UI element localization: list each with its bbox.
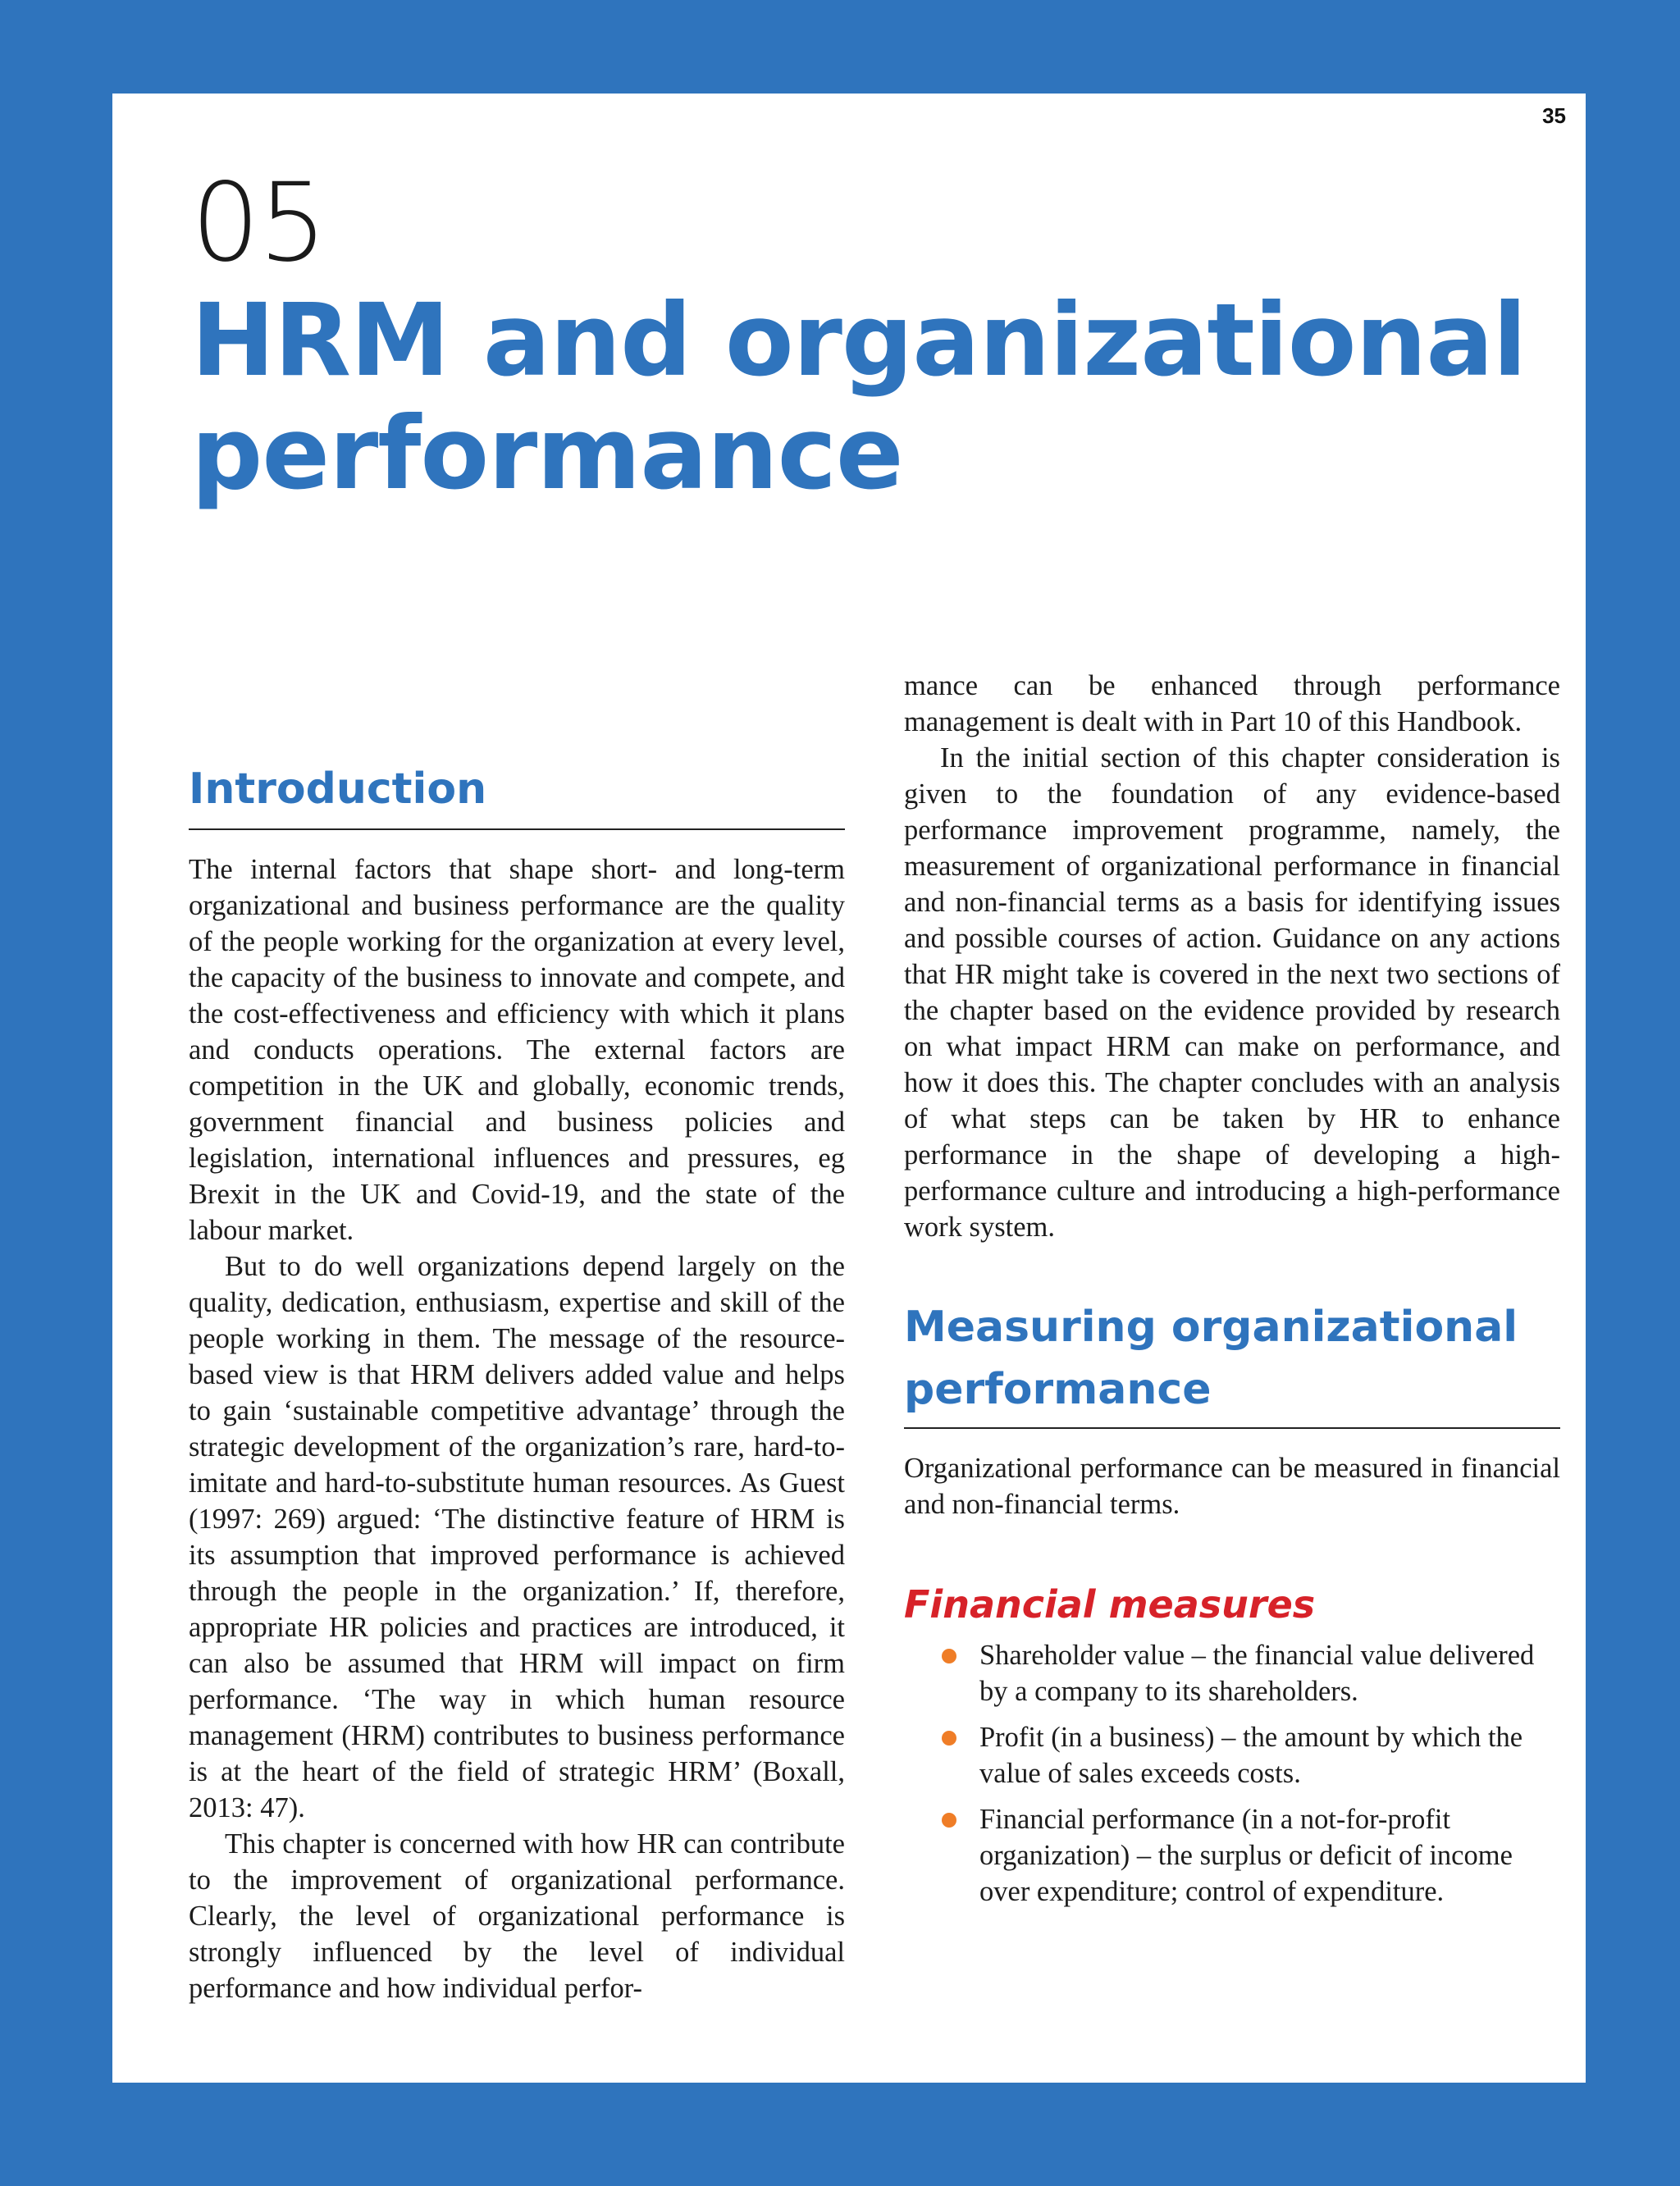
page [112, 94, 1586, 2083]
chapter-number: 05 [191, 160, 326, 286]
list-item [904, 1637, 1560, 1709]
list-item-text: Shareholder value – the financial value delivered by a company to its shareholders. [979, 1640, 1535, 1707]
right-column [904, 668, 1560, 1919]
measuring-rule [904, 1427, 1560, 1429]
bullet-icon [942, 1731, 956, 1746]
chapter-title: HRM and organizational performance [191, 282, 1527, 512]
measuring-paragraph: Organizational performance can be measured in financial and non-financial terms. [904, 1453, 1560, 1520]
list-item [904, 1719, 1560, 1791]
list-item-text: Financial performance (in a not-for-profit organization) – the surplus or deficit of income over expenditure; control of expenditure. [979, 1804, 1513, 1907]
financial-measures-heading: Financial measures [904, 1582, 1316, 1627]
page-number: 35 [1542, 103, 1566, 128]
intro-paragraph-4: In the initial section of this chapter consideration is given to the foundation of any evidence-based performance improvement programme, namely, the measurement of organizational performance in financial and non-financial terms as a basis for identifying issues and possible courses of action. Guidance on any actions that HR might take is covered in the next two sections of the chapter based on the evidence provided by research on what impact HRM can make on performance, and how it does this. The chapter concludes with an analysis of what steps can be taken by HR to enhance performance in the shape of developing a high-performance culture and introducing a high-performance work system. [904, 742, 1560, 1243]
intro-paragraph-3-part-1: This chapter is concerned with how HR can contribute to the improvement of organizational performance. Clearly, the level of organizational performance is strongly influenced by the level of individual performance and how individual perfor- [189, 1828, 845, 2004]
intro-paragraph-2: But to do well organizations depend largely on the quality, dedication, enthusiasm, expertise and skill of the people working in them. The message of the resource-based view is that HRM delivers added value and helps to gain ‘sustainable competitive advantage’ through the strategic development of the organization’s rare, hard-to-imitate and hard-to-substitute human resources. As Guest (1997: 269) argued: ‘The distinctive feature of HRM is its assumption that improved performance is achieved through the people in the organization.’ If, therefore, appropriate HR policies and practices are introduced, it can also be assumed that HRM will impact on firm performance. ‘The way in which human resource management (HRM) contributes to business performance is at the heart of the field of strategic HRM’ (Boxall, 2013: 47). [189, 1251, 845, 1823]
measuring-heading: Measuring organizational performance [904, 1303, 1518, 1414]
introduction-heading: Introduction [189, 764, 487, 814]
left-column [189, 758, 845, 2006]
financial-measures-list [904, 1637, 1560, 1910]
bullet-icon [942, 1813, 956, 1828]
intro-paragraph-3-part-2: mance can be enhanced through performance management is dealt with in Part 10 of this Handbook. [904, 670, 1560, 737]
bullet-icon [942, 1649, 956, 1663]
intro-paragraph-1: The internal factors that shape short- and long-term organizational and business performance are the quality of the people working for the organization at every level, the capacity of the business to innovate and compete, and the cost-effectiveness and efficiency with which it plans and conducts operations. The external factors are competition in the UK and globally, economic trends, government financial and business policies and legislation, international influences and pressures, eg Brexit in the UK and Covid-19, and the state of the labour market. [189, 854, 845, 1246]
introduction-rule [189, 828, 845, 830]
list-item [904, 1801, 1560, 1910]
list-item-text: Profit (in a business) – the amount by which the value of sales exceeds costs. [979, 1722, 1523, 1789]
